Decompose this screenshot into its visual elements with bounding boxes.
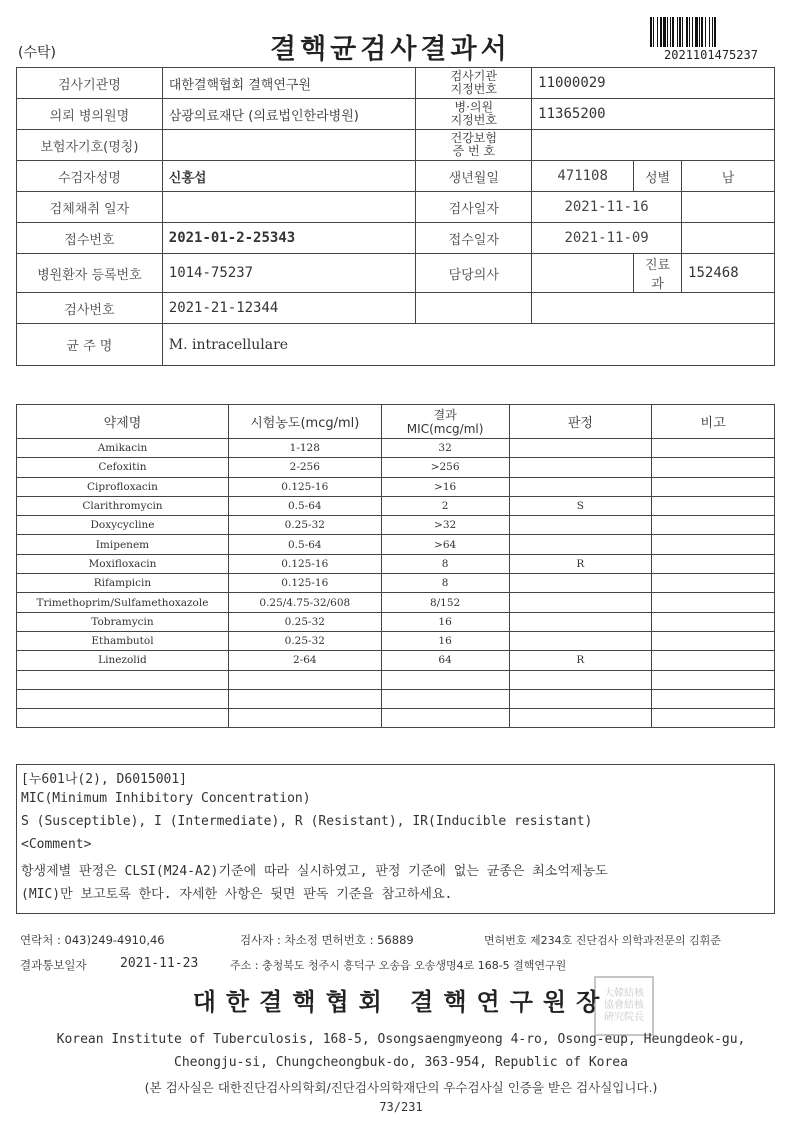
info-row-dates xyxy=(17,192,775,223)
cell-note xyxy=(652,477,775,496)
label-insurer: 보험자기호(명칭) xyxy=(17,130,163,161)
cell-note xyxy=(652,612,775,631)
cell-drug: Moxifloxacin xyxy=(17,554,229,573)
cell-judge xyxy=(509,439,652,458)
cell-mic: 8/152 xyxy=(381,593,509,612)
cell-mic: 32 xyxy=(381,439,509,458)
cell-conc: 0.25-32 xyxy=(228,631,381,650)
cell-note xyxy=(652,593,775,612)
empty-cell xyxy=(532,293,775,324)
document-title: 결핵균검사결과서 xyxy=(270,34,511,65)
label-insurance-number: 건강보험 증 번 호 xyxy=(416,130,532,161)
table-row xyxy=(17,709,775,728)
value-sex: 남 xyxy=(682,161,775,192)
cell-drug: Ethambutol xyxy=(17,631,229,650)
label-department: 진료과 xyxy=(634,254,682,293)
value-insurance-number xyxy=(532,130,775,161)
info-row-hospital xyxy=(17,99,775,130)
table-row xyxy=(17,593,775,612)
table-row xyxy=(17,689,775,708)
cell-drug xyxy=(17,709,229,728)
label-birthdate: 생년월일 xyxy=(416,161,532,192)
comment-heading: <Comment> xyxy=(21,837,92,852)
value-institution-code: 11000029 xyxy=(532,68,775,99)
table-row xyxy=(17,496,775,515)
cell-judge xyxy=(509,535,652,554)
value-hospital: 삼광의료재단 (의료법인한라병원) xyxy=(162,99,416,130)
cell-mic: 2 xyxy=(381,496,509,515)
cell-note xyxy=(652,651,775,670)
value-birthdate: 471108 xyxy=(532,161,634,192)
report-date: 2021-11-23 xyxy=(120,956,199,971)
cell-mic xyxy=(381,670,509,689)
empty-cell xyxy=(682,223,775,254)
footer-contact: 연락처 : 043)249-4910,46 xyxy=(20,933,165,947)
cell-judge xyxy=(509,631,652,650)
label-hospital: 의뢰 병의원명 xyxy=(17,99,163,130)
report-date-label: 결과통보일자 xyxy=(20,958,87,972)
cell-mic: 8 xyxy=(381,554,509,573)
empty-cell xyxy=(416,293,532,324)
cell-mic: 64 xyxy=(381,651,509,670)
table-row xyxy=(17,535,775,554)
comment-text-2: (MIC)만 보고토록 한다. 자세한 사항은 뒷면 판독 기준을 참고하세요. xyxy=(21,887,453,902)
cell-judge: S xyxy=(509,496,652,515)
barcode-bar xyxy=(716,17,717,47)
label-hospital-code: 병·의원 지정번호 xyxy=(416,99,532,130)
info-row-receipt xyxy=(17,223,775,254)
barcode-number: 2021101475237 xyxy=(664,48,758,62)
value-receipt-number: 2021-01-2-25343 xyxy=(162,223,416,254)
footer-license: 면허번호 제234호 진단검사 의학과전문의 김휘준 xyxy=(484,934,721,947)
cell-drug: Amikacin xyxy=(17,439,229,458)
cell-drug: Trimethoprim/Sulfamethoxazole xyxy=(17,593,229,612)
comment-box xyxy=(16,764,775,914)
english-address-line-2: Cheongju-si, Chungcheongbuk-do, 363-954, Republic of Korea xyxy=(174,1055,628,1070)
cell-judge xyxy=(509,612,652,631)
value-receipt-date: 2021-11-09 xyxy=(532,223,682,254)
cell-judge xyxy=(509,593,652,612)
header-concentration: 시험농도(mcg/ml) xyxy=(228,405,381,439)
cell-drug: Tobramycin xyxy=(17,612,229,631)
footer-address: 주소 : 충청북도 청주시 흥덕구 오송읍 오송생명4로 168-5 결핵연구원 xyxy=(230,959,567,972)
form-tag: (수탁) xyxy=(18,45,56,61)
table-row xyxy=(17,516,775,535)
table-row xyxy=(17,612,775,631)
institute-name: 대한결핵협회 결핵연구원장 xyxy=(192,987,610,1016)
barcode-graphic xyxy=(650,17,770,47)
cell-conc: 0.25-32 xyxy=(228,516,381,535)
value-doctor xyxy=(532,254,634,293)
comment-mic-definition: MIC(Minimum Inhibitory Concentration) xyxy=(21,791,311,806)
value-insurer xyxy=(162,130,416,161)
cell-mic: >32 xyxy=(381,516,509,535)
cell-judge xyxy=(509,458,652,477)
cell-mic: 16 xyxy=(381,631,509,650)
cell-judge: R xyxy=(509,554,652,573)
label-patient-name: 수검자성명 xyxy=(17,161,163,192)
cell-conc: 0.125-16 xyxy=(228,574,381,593)
cell-note xyxy=(652,689,775,708)
table-row xyxy=(17,670,775,689)
info-row-test-number xyxy=(17,293,775,324)
cell-conc: 0.125-16 xyxy=(228,477,381,496)
cell-conc xyxy=(228,709,381,728)
table-row xyxy=(17,439,775,458)
cell-conc: 1-128 xyxy=(228,439,381,458)
cell-conc: 0.125-16 xyxy=(228,554,381,573)
cell-conc xyxy=(228,689,381,708)
info-row-registration xyxy=(17,254,775,293)
cell-drug xyxy=(17,689,229,708)
cell-mic: >64 xyxy=(381,535,509,554)
value-hospital-code: 11365200 xyxy=(532,99,775,130)
cell-note xyxy=(652,554,775,573)
comment-legend: S (Susceptible), I (Intermediate), R (Resistant), IR(Inducible resistant) xyxy=(21,814,593,829)
cell-drug: Ciprofloxacin xyxy=(17,477,229,496)
cell-drug: Cefoxitin xyxy=(17,458,229,477)
cell-drug: Linezolid xyxy=(17,651,229,670)
info-table xyxy=(16,67,775,366)
label-receipt-number: 접수번호 xyxy=(17,223,163,254)
comment-code: [누601나(2), D6015001] xyxy=(21,772,187,787)
cell-mic: >256 xyxy=(381,458,509,477)
value-collection-date xyxy=(162,192,416,223)
cell-drug: Clarithromycin xyxy=(17,496,229,515)
empty-cell xyxy=(682,192,775,223)
label-institution-code: 검사기관 지정번호 xyxy=(416,68,532,99)
label-institution: 검사기관명 xyxy=(17,68,163,99)
info-row-insurance xyxy=(17,130,775,161)
cell-judge xyxy=(509,689,652,708)
table-row xyxy=(17,458,775,477)
label-registration-number: 병원환자 등록번호 xyxy=(17,254,163,293)
cell-conc xyxy=(228,670,381,689)
header-mic: 결과 MIC(mcg/ml) xyxy=(381,405,509,439)
drug-table xyxy=(16,404,775,728)
cell-judge xyxy=(509,477,652,496)
value-organism: M. intracellulare xyxy=(162,324,774,366)
table-row xyxy=(17,651,775,670)
cell-note xyxy=(652,574,775,593)
cell-mic: 8 xyxy=(381,574,509,593)
cell-mic xyxy=(381,689,509,708)
cell-conc: 2-256 xyxy=(228,458,381,477)
info-row-organism xyxy=(17,324,775,366)
certification-note: (본 검사실은 대한진단검사의학회/진단검사의학재단의 우수검사실 인증을 받은 검사실입니다.) xyxy=(144,1080,658,1095)
label-organism: 균 주 명 xyxy=(17,324,163,366)
cell-judge xyxy=(509,574,652,593)
comment-text-1: 항생제별 판정은 CLSI(M24-A2)기준에 따라 실시하였고, 판정 기준에 없는 균종은 최소억제농도 xyxy=(21,864,608,879)
cell-note xyxy=(652,631,775,650)
table-row xyxy=(17,631,775,650)
cell-drug xyxy=(17,670,229,689)
drug-header-row xyxy=(17,405,775,439)
value-test-date: 2021-11-16 xyxy=(532,192,682,223)
cell-note xyxy=(652,439,775,458)
label-test-number: 검사번호 xyxy=(17,293,163,324)
header-judgement: 판정 xyxy=(509,405,652,439)
cell-judge xyxy=(509,516,652,535)
english-address-line-1: Korean Institute of Tuberculosis, 168-5, Osongsaengmyeong 4-ro, Osong-eup, Heungdeok-gu, xyxy=(56,1032,746,1047)
cell-conc: 2-64 xyxy=(228,651,381,670)
footer-inspector: 검사자 : 차소정 면허번호 : 56889 xyxy=(240,933,414,947)
cell-mic: 16 xyxy=(381,612,509,631)
header-note: 비고 xyxy=(652,405,775,439)
cell-note xyxy=(652,709,775,728)
cell-note xyxy=(652,670,775,689)
cell-conc: 0.5-64 xyxy=(228,535,381,554)
table-row xyxy=(17,574,775,593)
value-institution: 대한결핵협회 결핵연구원 xyxy=(162,68,416,99)
cell-conc: 0.5-64 xyxy=(228,496,381,515)
header-drug: 약제명 xyxy=(17,405,229,439)
label-collection-date: 검체채취 일자 xyxy=(17,192,163,223)
cell-drug: Doxycycline xyxy=(17,516,229,535)
info-row-institution xyxy=(17,68,775,99)
label-test-date: 검사일자 xyxy=(416,192,532,223)
value-registration-number: 1014-75237 xyxy=(162,254,416,293)
cell-note xyxy=(652,535,775,554)
official-seal: 大韓結核 協會結核 硏究院長 xyxy=(594,976,654,1036)
table-row xyxy=(17,477,775,496)
cell-drug: Rifampicin xyxy=(17,574,229,593)
cell-note xyxy=(652,496,775,515)
label-doctor: 담당의사 xyxy=(416,254,532,293)
info-row-patient xyxy=(17,161,775,192)
cell-note xyxy=(652,516,775,535)
label-receipt-date: 접수일자 xyxy=(416,223,532,254)
cell-judge xyxy=(509,670,652,689)
value-patient-name: 신홍섭 xyxy=(162,161,416,192)
page-number: 73/231 xyxy=(379,1100,423,1114)
cell-mic: >16 xyxy=(381,477,509,496)
value-department: 152468 xyxy=(682,254,775,293)
table-row xyxy=(17,554,775,573)
value-test-number: 2021-21-12344 xyxy=(162,293,416,324)
cell-note xyxy=(652,458,775,477)
cell-drug: Imipenem xyxy=(17,535,229,554)
cell-conc: 0.25/4.75-32/608 xyxy=(228,593,381,612)
cell-conc: 0.25-32 xyxy=(228,612,381,631)
label-sex: 성별 xyxy=(634,161,682,192)
cell-judge xyxy=(509,709,652,728)
cell-mic xyxy=(381,709,509,728)
cell-judge: R xyxy=(509,651,652,670)
